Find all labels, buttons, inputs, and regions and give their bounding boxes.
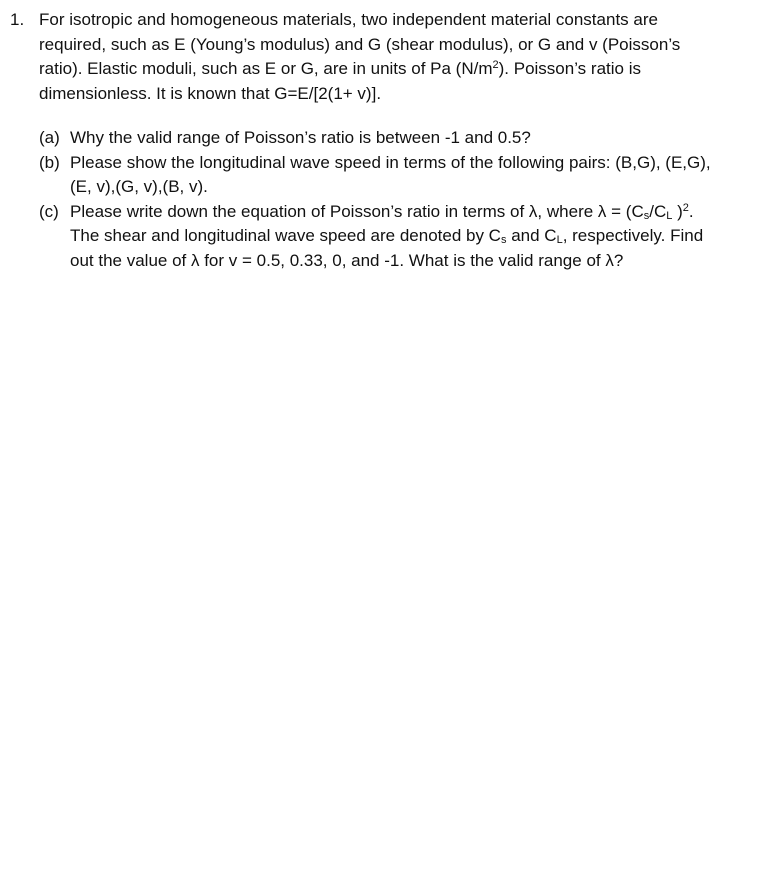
sub-question-text: Why the valid range of Poisson’s ratio is between -1 and 0.5? — [70, 128, 531, 147]
sub-question-label: (c) — [39, 201, 59, 221]
sub-question-c — [39, 200, 755, 274]
problem-stem — [39, 8, 755, 106]
stem-line: ratio). Elastic moduli, such as E or G, are in units of Pa $(N/m^2)$. Poisson’s ratio is — [39, 59, 641, 78]
problem-number: 1. — [10, 10, 25, 29]
stem-line: dimensionless. It is known that G=E/[2(1+ v)]. — [39, 83, 382, 103]
sub-question-b — [39, 151, 755, 200]
sub-question-label: (b) — [39, 152, 60, 172]
stem-line: For isotropic and homogeneous materials, two independent material constants are — [39, 10, 658, 29]
sub-question-text: Please show the longitudinal wave speed in terms of the following pairs: (B,G), (E,G), — [70, 152, 711, 172]
problem-1 — [10, 8, 755, 273]
sub-question-text: (E, v),(G, v),(B, v). — [70, 177, 208, 196]
sub-question-label: (a) — [39, 128, 60, 147]
sub-question-text: The shear and longitudinal wave speed are denoted by $C_s$ and $C_L$, respectively. Find — [70, 226, 704, 246]
sub-question-text: out the value of λ for v = 0.5, 0.33, 0, and -1. What is the valid range of λ? — [70, 250, 624, 270]
sub-questions — [39, 126, 755, 273]
sub-question-a — [39, 126, 755, 151]
stem-line: required, such as E (Young’s modulus) and G (shear modulus), or G and v (Poisson’s — [39, 34, 681, 54]
sub-question-text: Please write down the equation of Poisson’s ratio in terms of λ, where $\lambda = (C_s/C_L$ )$^2$. — [70, 201, 694, 222]
